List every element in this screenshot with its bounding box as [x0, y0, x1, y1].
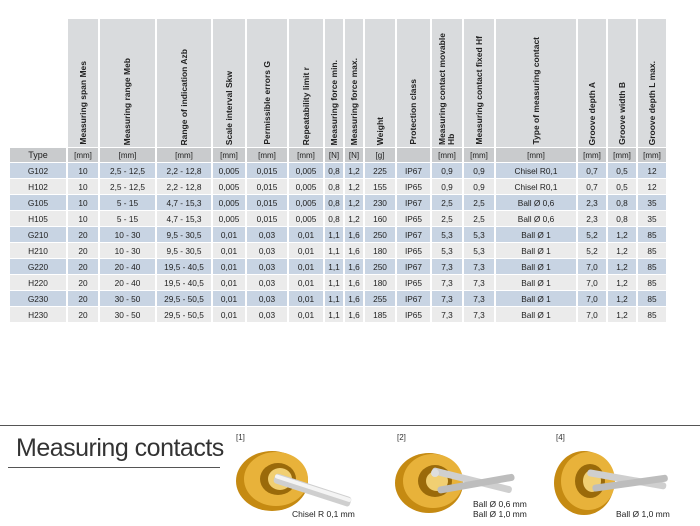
- column-header-label: Measuring force min.: [328, 59, 339, 145]
- column-header-label: Measuring contact movable Hb: [437, 33, 456, 145]
- section-divider: [0, 425, 700, 426]
- table-cell: 155: [365, 179, 395, 194]
- contact-caption: [473, 499, 527, 519]
- table-cell: 0,9: [432, 163, 462, 178]
- unit-cell: [mm]: [496, 148, 576, 162]
- type-cell: G230: [10, 291, 66, 306]
- table-cell: 2,5 - 12,5: [100, 179, 155, 194]
- table-cell: Ball Ø 1: [496, 259, 576, 274]
- unit-cell: [mm]: [638, 148, 666, 162]
- table-cell: 160: [365, 211, 395, 226]
- table-cell: 7,3: [464, 291, 494, 306]
- type-cell: H105: [10, 211, 66, 226]
- table-cell: 10 - 30: [100, 227, 155, 242]
- table-cell: 4,7 - 15,3: [157, 195, 211, 210]
- column-header: [247, 19, 287, 147]
- table-cell: 4,7 - 15,3: [157, 211, 211, 226]
- column-header-label: Groove depth L max.: [646, 60, 657, 145]
- table-cell: 20 - 40: [100, 275, 155, 290]
- unit-cell: [g]: [365, 148, 395, 162]
- table-row: [10, 211, 666, 226]
- contact-caption: [292, 509, 355, 519]
- table-cell: 1,1: [325, 227, 343, 242]
- ball-contact-image: [552, 443, 682, 519]
- table-cell: 0,005: [213, 211, 245, 226]
- table-cell: 5 - 15: [100, 211, 155, 226]
- table-cell: 85: [638, 307, 666, 322]
- table-cell: 0,7: [578, 163, 606, 178]
- type-cell: H210: [10, 243, 66, 258]
- table-cell: 0,005: [213, 195, 245, 210]
- unit-cell: [mm]: [578, 148, 606, 162]
- type-cell: H230: [10, 307, 66, 322]
- table-cell: 0,03: [247, 291, 287, 306]
- table-cell: 30 - 50: [100, 291, 155, 306]
- table-cell: 0,01: [289, 259, 323, 274]
- table-cell: 20 - 40: [100, 259, 155, 274]
- table-cell: 5,2: [578, 227, 606, 242]
- table-cell: 180: [365, 243, 395, 258]
- column-header-label: Groove depth A: [586, 81, 597, 145]
- table-cell: 0,5: [608, 163, 636, 178]
- table-cell: 0,8: [608, 195, 636, 210]
- contact-ball-large: [552, 433, 697, 523]
- table-cell: 0,01: [213, 243, 245, 258]
- table-cell: 35: [638, 195, 666, 210]
- table-cell: 0,03: [247, 259, 287, 274]
- contact-index: [4]: [556, 433, 565, 442]
- table-cell: 0,01: [213, 275, 245, 290]
- table-cell: 0,01: [213, 259, 245, 274]
- table-row: [10, 275, 666, 290]
- table-cell: 20: [68, 227, 98, 242]
- column-header-label: Measuring range Meb: [122, 57, 132, 145]
- table-cell: 0,005: [289, 211, 323, 226]
- table-cell: Ball Ø 1: [496, 307, 576, 322]
- header-spacer: [10, 19, 66, 147]
- table-cell: 0,01: [289, 307, 323, 322]
- table-cell: 185: [365, 307, 395, 322]
- column-header-row: [10, 19, 666, 147]
- unit-cell: [mm]: [213, 148, 245, 162]
- table-cell: 85: [638, 243, 666, 258]
- table-cell: 0,01: [289, 227, 323, 242]
- column-header: [397, 19, 430, 147]
- table-cell: 250: [365, 227, 395, 242]
- table-cell: 7,0: [578, 291, 606, 306]
- unit-row: [10, 148, 666, 162]
- table-cell: 7,3: [432, 275, 462, 290]
- table-cell: 20: [68, 307, 98, 322]
- table-cell: 19,5 - 40,5: [157, 259, 211, 274]
- table-row: [10, 259, 666, 274]
- chisel-contact-image: [232, 443, 362, 519]
- table-cell: Ball Ø 1: [496, 275, 576, 290]
- type-cell: H102: [10, 179, 66, 194]
- table-cell: 9,5 - 30,5: [157, 243, 211, 258]
- column-header: [638, 19, 666, 147]
- column-header: [578, 19, 606, 147]
- table-cell: 10: [68, 195, 98, 210]
- table-cell: 7,0: [578, 259, 606, 274]
- table-cell: 0,01: [213, 307, 245, 322]
- table-row: [10, 195, 666, 210]
- table-cell: 225: [365, 163, 395, 178]
- column-header-label: Repeatability limit r: [300, 66, 311, 145]
- table-cell: 1,6: [345, 259, 363, 274]
- column-header: [496, 19, 576, 147]
- table-cell: 0,01: [213, 227, 245, 242]
- table-cell: 2,2 - 12,8: [157, 179, 211, 194]
- column-header-label: Measuring contact fixed Hf: [473, 36, 484, 145]
- table-cell: 7,0: [578, 307, 606, 322]
- table-cell: IP67: [397, 163, 430, 178]
- table-cell: 2,5: [464, 195, 494, 210]
- table-cell: 0,005: [289, 195, 323, 210]
- column-header: [365, 19, 395, 147]
- type-cell: H220: [10, 275, 66, 290]
- table-cell: Chisel R0,1: [496, 179, 576, 194]
- column-header: [100, 19, 155, 147]
- unit-cell: [mm]: [100, 148, 155, 162]
- type-cell: G105: [10, 195, 66, 210]
- table-cell: 20: [68, 243, 98, 258]
- table-row: [10, 291, 666, 306]
- table-cell: 1,2: [608, 275, 636, 290]
- table-cell: 7,3: [464, 259, 494, 274]
- table-cell: 20: [68, 291, 98, 306]
- table-cell: 0,005: [289, 163, 323, 178]
- column-header: [157, 19, 211, 147]
- table-cell: 10 - 30: [100, 243, 155, 258]
- column-header-label: Measuring span Mes: [77, 61, 88, 145]
- table-cell: 1,2: [608, 227, 636, 242]
- table-cell: 0,7: [578, 179, 606, 194]
- contact-chisel: [232, 433, 372, 523]
- table-cell: 20: [68, 275, 98, 290]
- table-cell: 2,3: [578, 195, 606, 210]
- table-cell: Ball Ø 1: [496, 227, 576, 242]
- table-cell: 250: [365, 259, 395, 274]
- unit-cell: [mm]: [432, 148, 462, 162]
- column-header-label: Permissible errors G: [261, 61, 272, 145]
- table-cell: 1,6: [345, 291, 363, 306]
- table-cell: 5,2: [578, 243, 606, 258]
- table-cell: 2,2 - 12,8: [157, 163, 211, 178]
- table-row: [10, 243, 666, 258]
- type-cell: G102: [10, 163, 66, 178]
- table-cell: 1,2: [608, 259, 636, 274]
- table-cell: 0,005: [289, 179, 323, 194]
- table-cell: 0,8: [608, 211, 636, 226]
- table-cell: 7,0: [578, 275, 606, 290]
- table-cell: 0,005: [213, 163, 245, 178]
- table-cell: 0,01: [289, 291, 323, 306]
- table-cell: IP65: [397, 211, 430, 226]
- table-cell: 5 - 15: [100, 195, 155, 210]
- table-cell: 2,5 - 12,5: [100, 163, 155, 178]
- table-cell: 0,01: [289, 275, 323, 290]
- table-cell: 0,8: [325, 211, 343, 226]
- table-cell: Ball Ø 0,6: [496, 195, 576, 210]
- table-cell: 12: [638, 179, 666, 194]
- contact-ball-small: [393, 433, 543, 523]
- table-cell: 10: [68, 163, 98, 178]
- table-cell: 12: [638, 163, 666, 178]
- table-cell: 10: [68, 211, 98, 226]
- type-cell: G210: [10, 227, 66, 242]
- table-cell: 7,3: [432, 259, 462, 274]
- table-cell: 1,1: [325, 259, 343, 274]
- table-cell: Ball Ø 1: [496, 243, 576, 258]
- column-header-label: Type of measuring contact: [530, 37, 541, 145]
- table-cell: 0,03: [247, 227, 287, 242]
- table-cell: 0,015: [247, 179, 287, 194]
- table-cell: 29,5 - 50,5: [157, 291, 211, 306]
- table-cell: 1,6: [345, 227, 363, 242]
- table-cell: 1,2: [345, 179, 363, 194]
- unit-cell: [397, 148, 430, 162]
- table-cell: 85: [638, 259, 666, 274]
- table-cell: 5,3: [432, 227, 462, 242]
- spec-table: [8, 18, 668, 323]
- table-cell: IP65: [397, 307, 430, 322]
- table-cell: 5,3: [464, 243, 494, 258]
- table-cell: 0,9: [464, 163, 494, 178]
- unit-cell: [mm]: [247, 148, 287, 162]
- table-cell: 1,2: [608, 307, 636, 322]
- column-header-label: Groove width B: [616, 82, 627, 145]
- table-cell: 1,2: [608, 243, 636, 258]
- table-cell: 7,3: [432, 307, 462, 322]
- table-cell: 1,6: [345, 243, 363, 258]
- table-cell: IP67: [397, 259, 430, 274]
- table-cell: 7,3: [464, 307, 494, 322]
- table-cell: 29,5 - 50,5: [157, 307, 211, 322]
- table-row: [10, 179, 666, 194]
- table-cell: 85: [638, 291, 666, 306]
- table-cell: 0,9: [464, 179, 494, 194]
- table-cell: 1,2: [608, 291, 636, 306]
- section-title: Measuring contacts: [16, 434, 224, 462]
- table-cell: IP67: [397, 291, 430, 306]
- table-cell: IP67: [397, 195, 430, 210]
- table-cell: 85: [638, 275, 666, 290]
- unit-cell: [mm]: [608, 148, 636, 162]
- column-header-label: Protection class: [408, 79, 418, 145]
- unit-cell: [N]: [345, 148, 363, 162]
- table-cell: 9,5 - 30,5: [157, 227, 211, 242]
- table-cell: 180: [365, 275, 395, 290]
- section-title-underline: [8, 467, 220, 468]
- table-cell: 0,015: [247, 163, 287, 178]
- column-header: [464, 19, 494, 147]
- table-cell: 1,2: [345, 195, 363, 210]
- table-cell: 2,5: [432, 195, 462, 210]
- table-cell: 2,5: [464, 211, 494, 226]
- caption-line: Ball Ø 1,0 mm: [616, 509, 670, 519]
- table-cell: 1,2: [345, 211, 363, 226]
- table-cell: 2,3: [578, 211, 606, 226]
- table-cell: 255: [365, 291, 395, 306]
- column-header: [213, 19, 245, 147]
- table-cell: 0,8: [325, 195, 343, 210]
- table-cell: 19,5 - 40,5: [157, 275, 211, 290]
- type-header: Type: [10, 148, 66, 162]
- table-cell: 1,6: [345, 275, 363, 290]
- table-cell: 0,03: [247, 275, 287, 290]
- table-row: [10, 307, 666, 322]
- table-cell: IP65: [397, 275, 430, 290]
- table-row: [10, 163, 666, 178]
- table-cell: 0,015: [247, 195, 287, 210]
- table-cell: 0,8: [325, 163, 343, 178]
- table-cell: 0,005: [213, 179, 245, 194]
- caption-line: Ball Ø 0,6 mm: [473, 499, 527, 509]
- unit-cell: [N]: [325, 148, 343, 162]
- table-cell: 0,03: [247, 243, 287, 258]
- column-header-label: Scale interval Skw: [223, 70, 234, 145]
- table-cell: 35: [638, 211, 666, 226]
- table-cell: 7,3: [432, 291, 462, 306]
- table-cell: 0,01: [289, 243, 323, 258]
- column-header: [325, 19, 343, 147]
- table-cell: Chisel R0,1: [496, 163, 576, 178]
- contact-index: [2]: [397, 433, 406, 442]
- contact-caption: [616, 509, 670, 519]
- column-header: [289, 19, 323, 147]
- table-cell: IP67: [397, 227, 430, 242]
- unit-cell: [mm]: [464, 148, 494, 162]
- table-cell: 0,9: [432, 179, 462, 194]
- table-cell: 5,3: [432, 243, 462, 258]
- column-header-label: Measuring force max.: [348, 57, 359, 145]
- table-cell: 230: [365, 195, 395, 210]
- table-cell: 7,3: [464, 275, 494, 290]
- unit-cell: [mm]: [68, 148, 98, 162]
- table-cell: IP65: [397, 243, 430, 258]
- caption-line: Chisel R 0,1 mm: [292, 509, 355, 519]
- column-header: [608, 19, 636, 147]
- table-cell: Ball Ø 1: [496, 291, 576, 306]
- column-header: [432, 19, 462, 147]
- unit-cell: [mm]: [289, 148, 323, 162]
- contact-index: [1]: [236, 433, 245, 442]
- column-header-label: Weight: [374, 116, 385, 145]
- table-cell: 0,01: [213, 291, 245, 306]
- table-cell: 0,5: [608, 179, 636, 194]
- table-cell: 1,1: [325, 243, 343, 258]
- table-cell: 85: [638, 227, 666, 242]
- table-cell: 2,5: [432, 211, 462, 226]
- table-cell: 0,03: [247, 307, 287, 322]
- table-cell: 5,3: [464, 227, 494, 242]
- unit-cell: [mm]: [157, 148, 211, 162]
- column-header: [68, 19, 98, 147]
- column-header: [345, 19, 363, 147]
- type-cell: G220: [10, 259, 66, 274]
- table-cell: Ball Ø 0,6: [496, 211, 576, 226]
- table-cell: 10: [68, 179, 98, 194]
- table-cell: 0,8: [325, 179, 343, 194]
- table-cell: 0,015: [247, 211, 287, 226]
- table-cell: 30 - 50: [100, 307, 155, 322]
- table-cell: 1,1: [325, 275, 343, 290]
- column-header-label: Range of indication Azb: [178, 48, 189, 145]
- table-cell: 1,6: [345, 307, 363, 322]
- caption-line: Ball Ø 1,0 mm: [473, 509, 527, 519]
- table-cell: IP65: [397, 179, 430, 194]
- table-cell: 20: [68, 259, 98, 274]
- table-cell: 1,1: [325, 291, 343, 306]
- table-row: [10, 227, 666, 242]
- table-cell: 1,1: [325, 307, 343, 322]
- table-cell: 1,2: [345, 163, 363, 178]
